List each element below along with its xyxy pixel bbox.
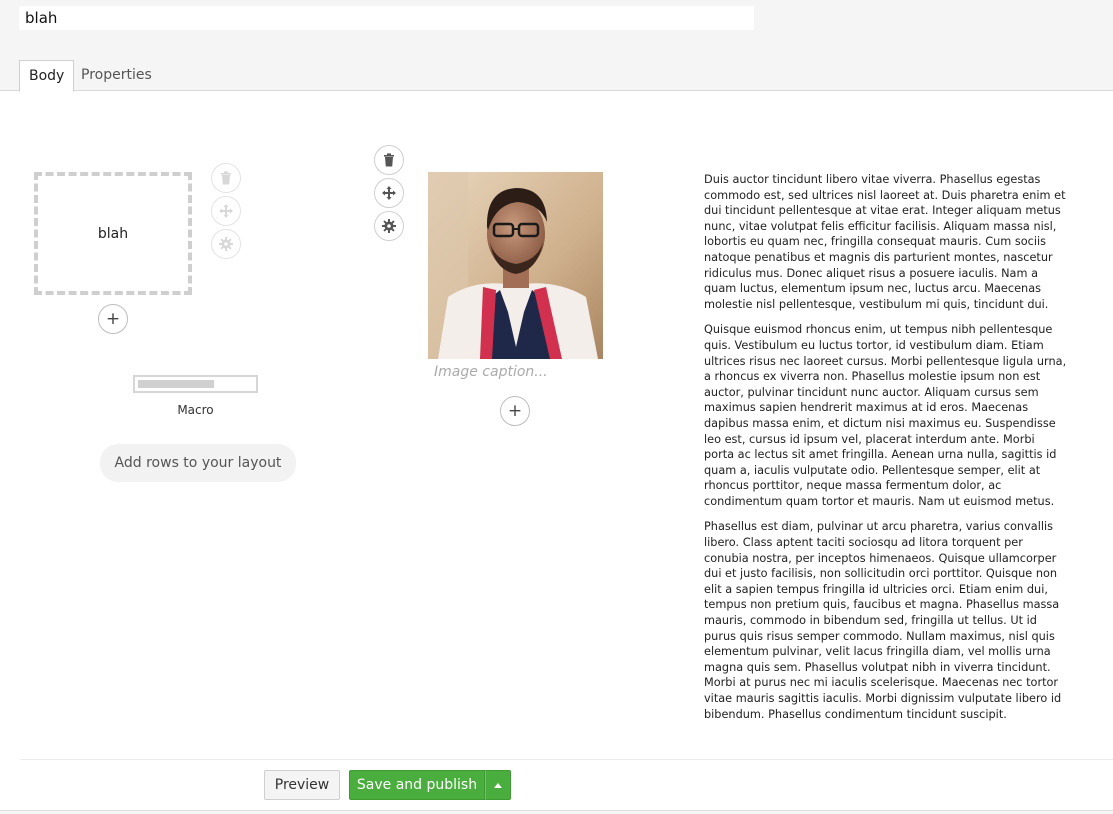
move-image-button[interactable] (374, 178, 404, 208)
save-and-publish-button[interactable]: Save and publish (349, 770, 485, 800)
gear-icon (219, 237, 233, 251)
text-editor-cell[interactable] (34, 172, 192, 295)
tab-properties[interactable]: Properties (81, 67, 152, 83)
footer-bottom-border (0, 810, 1113, 814)
portrait-photo[interactable] (428, 172, 603, 359)
cell-settings-button[interactable] (211, 229, 241, 259)
move-icon (219, 204, 233, 218)
document-name-input[interactable] (19, 6, 754, 30)
add-rows-button[interactable]: Add rows to your layout (100, 444, 296, 482)
preview-button[interactable]: Preview (264, 770, 340, 800)
editor-footer (20, 759, 1113, 810)
editor-header (0, 0, 1113, 91)
publish-options-button[interactable] (485, 770, 511, 800)
trash-icon (383, 153, 395, 167)
plus-icon: + (507, 400, 523, 421)
body-paragraph: Phasellus est diam, pulvinar ut arcu pharetra, varius convallis libero. Class aptent taciti sociosqu ad litora torquent per conubia nostra, per inceptos himenaeos. Quisque ullamcorper dui et justo facilisis, non sollicitudin orci porttitor. Quisque non elit a sapien tempus fringilla id ultricies orci. Etiam enim dui, tempus non pretium quis, faucibus et magna. Phasellus massa mauris, commodo in bibendum sed, fringilla ut tellus. Ut id purus quis risus semper commodo. Nullam maximus, nisl quis elementum pulvinar, velit lacus fringilla diam, vel mollis urna magna quis sem. Phasellus volutpat nibh in viverra tincidunt. Morbi at purus nec mi iaculis scelerisque. Maecenas nec tortor vitae mauris sagittis iaculis. Morbi dignissim vulputate libero id bibendum. Phasellus condimentum tincidunt suscipit. (704, 520, 1062, 721)
macro-preview[interactable] (133, 375, 258, 393)
macro-preview-bar (138, 380, 214, 388)
body-text-cell[interactable] (704, 172, 1068, 743)
body-paragraph: Duis auctor tincidunt libero vitae viverra. Phasellus egestas commodo est, sed ultrices nisl laoreet at. Duis pharetra enim et dui tincidunt pellentesque at vitae erat. Integer aliquam metus nunc, vitae volutpat felis efficitur facilisis. Aliquam massa nisl, lobortis eu quam nec, fringilla consequat mauris. Cum sociis natoque penatibus et magnis dis parturient montes, nascetur ridiculus mus. Donec aliquet risus a posuere iaculis. Nam a quam luctus, elementum ipsum nec, luctus arcu. Maecenas molestie nisl pellentesque, vestibulum mi quis, tincidunt dui. (704, 173, 1066, 311)
add-content-button[interactable] (98, 304, 128, 334)
image-caption-placeholder[interactable]: Image caption... (434, 364, 548, 380)
caret-up-icon (494, 783, 502, 788)
move-icon (382, 186, 396, 200)
macro-label: Macro (177, 403, 214, 417)
delete-cell-button[interactable] (211, 163, 241, 193)
delete-image-button[interactable] (374, 145, 404, 175)
trash-icon (220, 171, 232, 185)
tab-body[interactable]: Body (19, 60, 74, 92)
move-cell-button[interactable] (211, 196, 241, 226)
gear-icon (382, 219, 396, 233)
body-paragraph: Quisque euismod rhoncus enim, ut tempus nibh pellentesque quis. Vestibulum eu luctus tortor, id vestibulum diam. Etiam ultrices risus nec laoreet cursus. Morbi pellentesque ligula urna, a rhoncus ex viverra non. Phasellus molestie ipsum non est auctor, pulvinar tincidunt nunc auctor. Aliquam cursus sem maximus sapien hendrerit maximus at id eros. Maecenas dapibus massa enim, et dictum nisi maximus eu. Suspendisse leo est, cursus id ipsum vel, placerat interdum ante. Morbi porta ac lectus sit amet fringilla. Aenean urna nulla, sagittis id quam a, iaculis vulputate odio. Pellentesque semper, elit at rhoncus porttitor, neque massa fermentum dolor, ac condimentum quam tortor et mauris. Nam ut euismod metus. (704, 323, 1067, 508)
image-settings-button[interactable] (374, 211, 404, 241)
editor-text: blah (97, 225, 129, 242)
plus-icon: + (105, 308, 121, 329)
add-content-button[interactable] (500, 396, 530, 426)
